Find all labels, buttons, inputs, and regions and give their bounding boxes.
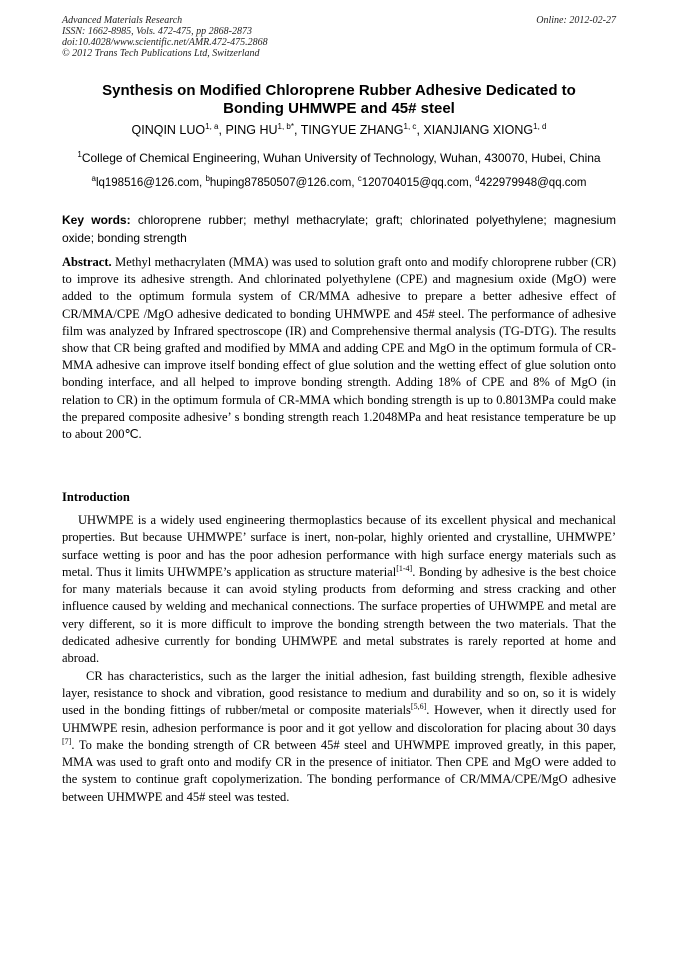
title-line-2: Bonding UHMWPE and 45# steel [223,100,455,117]
copyright-line: © 2012 Trans Tech Publications Ltd, Switzerland [62,48,260,59]
citation: [1-4] [396,563,413,573]
author-sup: 1, c [403,121,417,131]
paragraph-text: . Bonding by adhesive is the best choice for many materials because it can avoid styling products from deforming and stress cracking and other influence caused by welding and mechanical connections. The surface properties of UHWMPE and metal are very different, so it is more difficult to improve the bonding strength between the two materials. That the dedicated adhesive currently for bonding UHMWPE and metal substrates is rarely reported at home and abroad. [62,564,616,666]
online-date: Online: 2012-02-27 [536,15,616,26]
email-list: $^a$lq198516@126.com, $^b$huping87850507@126.com, $^c$120704015@qq.com, $^d$422979948@qq.com [91,174,587,189]
affiliation-sup: 1 [77,150,82,159]
journal-header [62,15,268,59]
author-sup: 1, b* [277,121,294,131]
email-address[interactable]: lq198516@126.com [95,177,200,189]
affiliation [62,150,616,166]
keywords-label: Key words: [62,213,131,227]
keywords [62,211,616,247]
email-sup: d [475,174,480,184]
author-list: QINQIN LUO$^{1, a}$, PING $HU^{1, b*}$, TINGYUE ZHANG$^{1, c}$, XIANJIANG XIONG$^{1, d}$ [131,121,547,137]
author-sup: 1, d [533,121,547,131]
author-name: PING HU [225,123,278,137]
paragraph-text: . To make the bonding strength of CR between 45# steel and UHWMPE improved greatly, in this paper, MMA was used to graft onto and modify CR in the presence of initiator. Then CPE and MgO were added to the system to continue graft copolymerization. The bonding performance of CR/MMA/CPE/MgO adhesive between UHMWPE and 45# steel was tested. [62,737,616,804]
paragraph [62,512,616,668]
abstract-label: Abstract. [62,255,112,269]
affiliation-text: College of Chemical Engineering, Wuhan University of Technology, Wuhan, 430070, Hubei, China [81,151,601,165]
citation: [5,6] [410,702,427,712]
email-address[interactable]: huping87850507@126.com [209,177,352,189]
paragraph-text: . However, when it directly used for UHMWPE resin, adhesion performance is poor and it got yellow and discoloration for placing about 30 days [62,703,616,735]
abstract-text: Methyl methacrylaten (MMA) was used to solution graft onto and modify chloroprene rubber (CR) to improve its adhesive strength. And chlorinated polyethylene (CPE) and magnesium oxide (MgO) were added to the optimum formula system of CR/MMA adhesive to prepare a better adhesive effect of CR/MMA/CPE /MgO adhesive dedicated to bonding UHMWPE and 45# steel. The performance of adhesive film was analyzed by Infrared spectroscope (IR) and Comprehensive thermal analysis (TG-DTG). The results show that CR being grafted and modified by MMA and adding CPE and MgO in the optimum formula of CR-MMA adhesive can improve itself bonding effect of glue solution and the wetting effect of glue solution onto bonding interface, and all helped to improve bonding strength. Adding 18% of CPE and 8% of MgO (in relation to CR) in the optimum formula of CR-MMA which bonding strength is up to 0.8013MPa could make the prepared composite adhesive’ s bonding strength reach 1.2048MPa and heat resistance temperature be up to about 200℃. [62,255,617,442]
abstract [62,254,616,443]
email-sup: a [91,174,96,184]
paper-title [62,82,616,118]
author-name: XIANJIANG XIONG [423,123,534,137]
email-address[interactable]: 120704015@qq.com [361,177,469,189]
doi-line[interactable]: doi:10.4028/www.scientific.net/AMR.472-475.2868 [62,37,268,48]
author-name: TINGYUE ZHANG [300,123,404,137]
email-address[interactable]: 422979948@qq.com [479,177,587,189]
introduction-heading: Introduction [62,490,130,504]
author-name: QINQIN LUO [131,123,206,137]
issn-line: ISSN: 1662-8985, Vols. 472-475, pp 2868-2873 [62,26,252,37]
email-sup: c [357,174,362,184]
citation: [7] [62,736,72,746]
introduction-body [62,512,616,806]
author-sup: 1, a [205,121,219,131]
journal-name: Advanced Materials Research [62,15,183,26]
paragraph [62,668,616,806]
paragraph-text: CR has characteristics, such as the larger the initial adhesion, fast building strength, flexible adhesive layer, resistance to shock and vibration, good resistance to medium and durability and so on, so it is widely used in the bonding fittings of rubber/metal or composite materials [62,668,616,718]
keywords-text: chloroprene rubber; methyl methacrylate; graft; chlorinated polyethylene; magnesium oxide; bonding strength [62,213,616,245]
paragraph-text: UHWMPE is a widely used engineering thermoplastics because of its excellent physical and mechanical properties. But because UHMWPE’ surface is inert, non-polar, highly oriented and crystalline, UHMWPE’ surface wetting is poor and has the poor adhesion performance with high surface energy materials such as metal. Thus it limits UHWMPE’s application as structure material [62,513,616,579]
title-line-1: Synthesis on Modified Chloroprene Rubber Adhesive Dedicated to [102,82,576,99]
email-sup: b [205,174,210,184]
